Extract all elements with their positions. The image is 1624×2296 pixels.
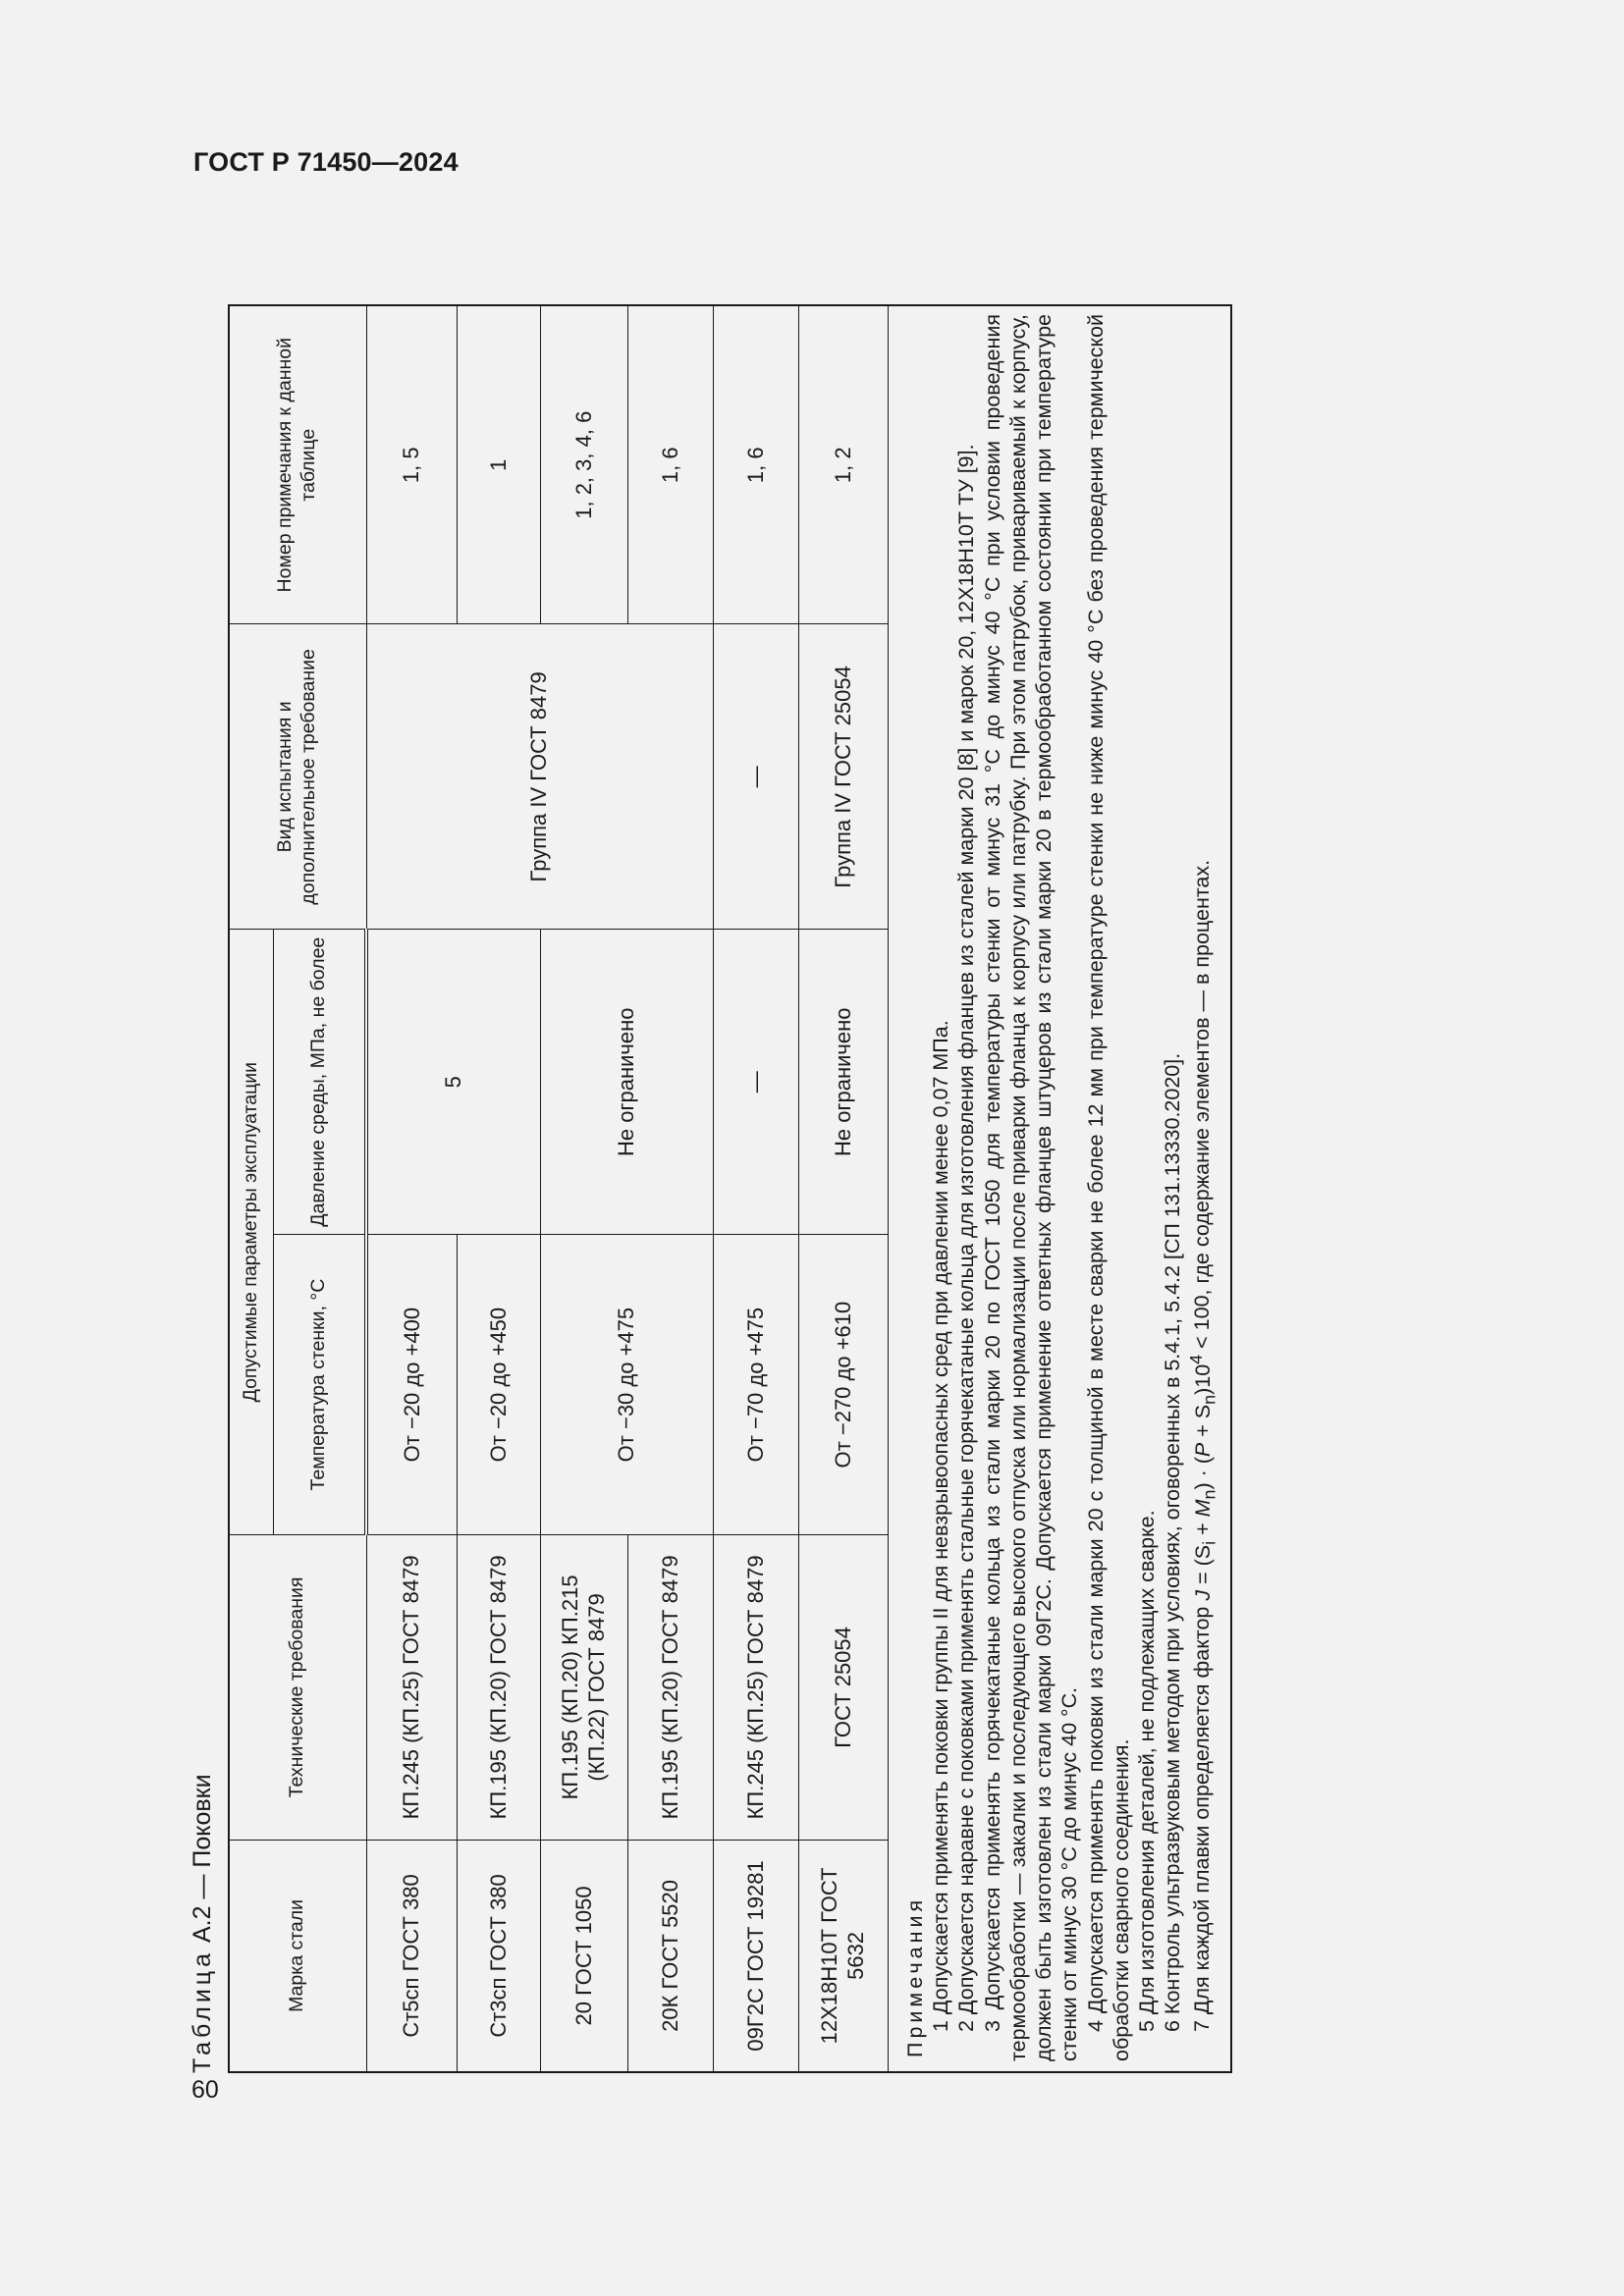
cell-tech-requirements: ГОСТ 25054 bbox=[799, 1535, 889, 1841]
cell-steel-grade: Ст5сп ГОСТ 380 bbox=[366, 1840, 458, 2071]
notes-row bbox=[889, 306, 1230, 2071]
cell-tech-requirements: КП.245 (КП.25) ГОСТ 8479 bbox=[366, 1535, 458, 1841]
cell-test-type: Группа IV ГОСТ 8479 bbox=[366, 624, 714, 930]
note-3: 3 Допускается применять горячекатаные кольца из стали марки 20 по ГОСТ 1050 для температуры стенки от минус 31 °С до минус 40 °С при условии проведения термообработки — закалки и последующего высокого отпуска или нормализации после приварки фланца к корпусу или патрубку. При этом патрубок, привариваемый к корпусу, должен быть изготовлен из стали марки 09Г2С. Допускается применение ответных фланцев штуцеров из стали марки 20 в термообработанном состоянии при температуре стенки от минус 30 °С до минус 40 °С. bbox=[980, 314, 1082, 2061]
cell-steel-grade: 09Г2С ГОСТ 19281 bbox=[714, 1840, 799, 2071]
cell-wall-temperature: От −270 до +610 bbox=[799, 1235, 889, 1535]
table-row bbox=[714, 306, 799, 2071]
cell-wall-temperature: От −30 до +475 bbox=[541, 1235, 714, 1535]
table-row bbox=[366, 306, 458, 2071]
table-caption-title: А.2 — Поковки bbox=[189, 1774, 216, 1949]
header-test-type: Вид испытания и дополнительное требование bbox=[230, 624, 366, 930]
table-row bbox=[541, 306, 628, 2071]
header-steel-grade: Марка стали bbox=[230, 1840, 366, 2071]
cell-tech-requirements: КП.195 (КП.20) ГОСТ 8479 bbox=[458, 1535, 541, 1841]
cell-tech-requirements: КП.195 (КП.20) КП.215 (КП.22) ГОСТ 8479 bbox=[541, 1535, 628, 1841]
table-row bbox=[799, 306, 889, 2071]
cell-note-numbers: 1, 6 bbox=[714, 306, 799, 624]
cell-steel-grade: 20 ГОСТ 1050 bbox=[541, 1840, 628, 2071]
note-4: 4 Допускается применять поковки из стали марки 20 с толщиной в месте сварки не более 12 мм при температуре стенки не ниже минус 40 °С без проведения термической обработки сварного соединения. bbox=[1083, 314, 1133, 2061]
cell-tech-requirements: КП.245 (КП.25) ГОСТ 8479 bbox=[714, 1535, 799, 1841]
note-5: 5 Для изготовления деталей, не подлежащих сварке. bbox=[1134, 1510, 1159, 2032]
table-caption bbox=[177, 228, 228, 2073]
rotated-table-block bbox=[177, 228, 1227, 2073]
header-tech-requirements: Технические требования bbox=[230, 1535, 366, 1841]
note-1: 1 Допускается применять поковки группы II для невзрывоопасных сред при давлении менее 0,07 МПа. bbox=[929, 1020, 953, 2032]
cell-test-type: — bbox=[714, 624, 799, 930]
cell-note-numbers: 1, 2, 3, 4, 6 bbox=[541, 306, 628, 624]
cell-medium-pressure: Не ограничено bbox=[799, 930, 889, 1235]
note-2: 2 Допускается наравне с поковками применять стальные горячекатаные кольца для изготовления фланцев из сталей марки 20 [8] и марок 20, 12Х18Н10Т ТУ [9]. bbox=[954, 444, 979, 2032]
note-7-prefix: 7 Для каждой плавки определяется фактор bbox=[1190, 1606, 1215, 2032]
header-note-numbers: Номер примечания к данной таблице bbox=[230, 306, 366, 624]
cell-wall-temperature: От −20 до +450 bbox=[458, 1235, 541, 1535]
note-6: 6 Контроль ультразвуковым методом при условиях, оговоренных в 5.4.1, 5.4.2 [СП 131.13330.2020]. bbox=[1161, 1052, 1185, 2032]
header-medium-pressure: Давление среды, МПа, не более bbox=[274, 930, 367, 1235]
header-wall-temperature: Температура стенки, °С bbox=[274, 1235, 367, 1535]
note-7-suffix: < 100, где содержание элементов — в процентах. bbox=[1190, 859, 1215, 1349]
table-frame bbox=[228, 304, 1232, 2073]
cell-wall-temperature: От −70 до +475 bbox=[714, 1235, 799, 1535]
notes-cell bbox=[889, 306, 1230, 2071]
cell-note-numbers: 1, 2 bbox=[799, 306, 889, 624]
cell-note-numbers: 1, 6 bbox=[628, 306, 714, 624]
note-7-formula: $J = (S_i + M_n) \cdot (P + S_n)10^4$ bbox=[1185, 1354, 1218, 1601]
table-caption-prefix: Таблица bbox=[189, 1949, 216, 2073]
cell-medium-pressure: — bbox=[714, 930, 799, 1235]
cell-wall-temperature: От −20 до +400 bbox=[366, 1235, 458, 1535]
notes-title: Примечания bbox=[903, 1896, 927, 2057]
note-7 bbox=[1185, 314, 1219, 2061]
cell-medium-pressure: 5 bbox=[366, 930, 541, 1235]
cell-steel-grade: Ст3сп ГОСТ 380 bbox=[458, 1840, 541, 2071]
cell-test-type: Группа IV ГОСТ 25054 bbox=[799, 624, 889, 930]
cell-tech-requirements: КП.195 (КП.20) ГОСТ 8479 bbox=[628, 1535, 714, 1841]
cell-medium-pressure: Не ограничено bbox=[541, 930, 714, 1235]
cell-steel-grade: 20К ГОСТ 5520 bbox=[628, 1840, 714, 2071]
forgings-table bbox=[230, 306, 1230, 2071]
cell-steel-grade: 12Х18Н10Т ГОСТ 5632 bbox=[799, 1840, 889, 2071]
header-operating-params: Допустимые параметры эксплуатации bbox=[230, 930, 274, 1535]
document-header: ГОСТ Р 71450—2024 bbox=[193, 147, 459, 177]
cell-note-numbers: 1 bbox=[458, 306, 541, 624]
cell-note-numbers: 1, 5 bbox=[366, 306, 458, 624]
page-number: 60 bbox=[191, 2076, 219, 2104]
